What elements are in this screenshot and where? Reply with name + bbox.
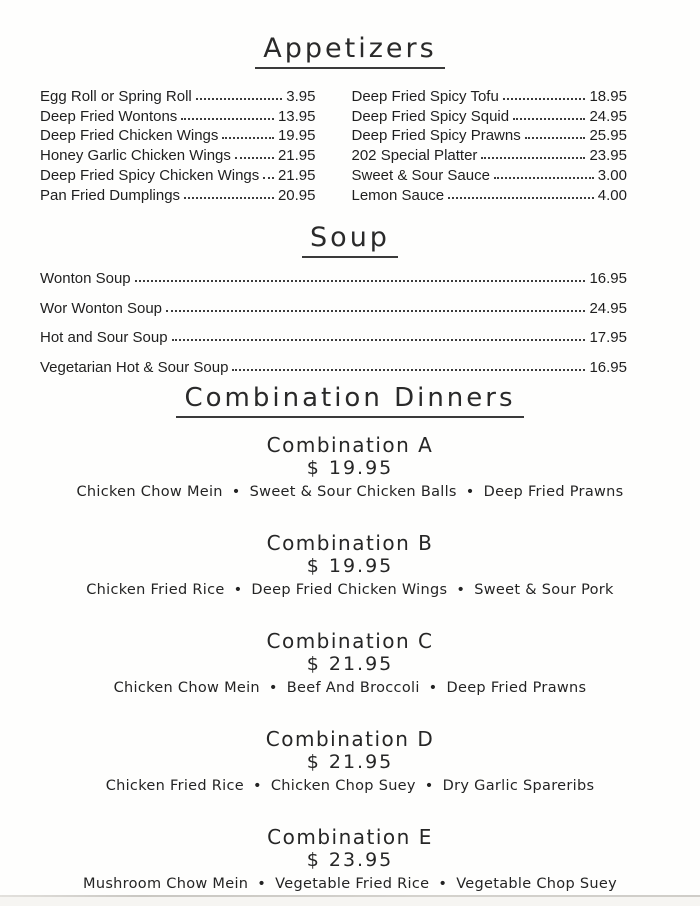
dot-leader — [184, 195, 274, 199]
bullet-separator: • — [231, 483, 241, 500]
item-price: 19.95 — [277, 127, 316, 145]
combo-section — [0, 532, 700, 600]
menu-item-row — [40, 264, 627, 294]
menu-item-row — [40, 323, 627, 353]
scan-background-strip — [0, 897, 700, 906]
dot-leader — [196, 96, 283, 100]
combo-dish: Chicken Fried Rice — [86, 581, 225, 598]
appetizers-right-column — [352, 87, 628, 205]
item-name: Wor Wonton Soup — [40, 299, 163, 317]
combo-dish: Deep Fried Chicken Wings — [251, 581, 448, 598]
combo-name: Combination D — [265, 726, 435, 751]
menu-item-row — [40, 166, 316, 186]
combo-price: $ 19.95 — [306, 554, 394, 577]
dot-leader — [222, 135, 274, 139]
combo-name: Combination A — [266, 432, 434, 457]
combo-dishes — [0, 875, 700, 894]
dot-leader — [172, 337, 586, 341]
combo-price: $ 23.95 — [306, 848, 394, 871]
bullet-separator: • — [465, 483, 475, 500]
item-price: 13.95 — [277, 107, 316, 125]
appetizers-section-title — [0, 0, 700, 69]
item-name: Pan Fried Dumplings — [40, 186, 181, 204]
bullet-separator: • — [424, 777, 434, 794]
item-price: 21.95 — [277, 147, 316, 165]
item-price: 16.95 — [589, 270, 627, 288]
combo-dish: Chicken Chop Suey — [270, 777, 416, 794]
combo-dish: Chicken Chow Mein — [113, 679, 260, 696]
combo-dish: Chicken Fried Rice — [105, 777, 245, 794]
combo-dishes — [0, 777, 700, 796]
item-price: 20.95 — [277, 186, 316, 204]
dot-leader — [525, 135, 586, 139]
menu-item-row — [40, 107, 316, 127]
combo-name: Combination B — [266, 530, 434, 555]
combo-dish: Chicken Chow Mein — [76, 483, 223, 500]
bullet-separator: • — [233, 581, 243, 598]
item-name: Egg Roll or Spring Roll — [40, 88, 192, 105]
combo-dish: Dry Garlic Spareribs — [442, 777, 595, 794]
dot-leader — [448, 195, 594, 199]
menu-item-row — [40, 353, 627, 383]
item-name: Deep Fried Spicy Prawns — [351, 127, 521, 145]
appetizers-title-text: Appetizers — [255, 34, 444, 69]
bullet-separator: • — [438, 875, 448, 892]
combo-dish: Deep Fried Prawns — [446, 679, 587, 696]
item-name: Deep Fried Spicy Squid — [351, 107, 510, 125]
combination-dinners-section-title — [0, 383, 700, 418]
combo-price: $ 19.95 — [306, 456, 394, 479]
combo-dishes — [0, 581, 700, 600]
dot-leader — [503, 96, 586, 100]
item-price: 16.95 — [589, 359, 627, 376]
combo-section — [0, 434, 700, 502]
item-name: 202 Special Platter — [351, 147, 478, 165]
item-price: 3.00 — [597, 166, 627, 184]
item-name: Deep Fried Spicy Tofu — [351, 88, 499, 105]
bullet-separator: • — [456, 581, 466, 598]
menu-item-row — [352, 87, 628, 107]
menu-item-row — [40, 294, 627, 324]
dot-leader — [135, 278, 586, 282]
item-price: 24.95 — [589, 299, 627, 317]
item-price: 23.95 — [589, 147, 627, 165]
dot-leader — [513, 116, 585, 120]
combo-dish: Vegetable Chop Suey — [456, 875, 617, 892]
item-price: 21.95 — [277, 166, 316, 184]
dot-leader — [263, 175, 274, 179]
item-name: Sweet & Sour Sauce — [351, 166, 490, 184]
item-price: 17.95 — [589, 329, 627, 347]
combo-dish: Sweet & Sour Pork — [474, 581, 614, 598]
combo-dish: Deep Fried Prawns — [483, 483, 624, 500]
item-name: Deep Fried Spicy Chicken Wings — [40, 166, 260, 184]
dot-leader — [232, 367, 585, 371]
bullet-separator: • — [257, 875, 267, 892]
item-name: Hot and Sour Soup — [40, 329, 168, 347]
dot-leader — [166, 308, 585, 312]
combo-section — [0, 728, 700, 796]
menu-item-row — [40, 87, 316, 107]
item-name: Lemon Sauce — [351, 186, 445, 204]
item-name: Honey Garlic Chicken Wings — [40, 147, 231, 165]
combo-dishes — [0, 483, 700, 502]
combo-price: $ 21.95 — [306, 750, 394, 773]
combination-dinners-list — [0, 434, 700, 894]
bullet-separator: • — [428, 679, 438, 696]
combo-dish: Beef And Broccoli — [286, 679, 420, 696]
soup-section-title — [0, 223, 700, 258]
item-price: 3.95 — [286, 88, 316, 105]
dot-leader — [235, 155, 274, 159]
item-price: 25.95 — [589, 127, 627, 145]
dot-leader — [494, 175, 594, 179]
menu-item-row — [352, 107, 628, 127]
bullet-separator: • — [253, 777, 262, 794]
dot-leader — [181, 116, 274, 120]
item-name: Wonton Soup — [40, 270, 131, 288]
bullet-separator: • — [268, 679, 278, 696]
item-name: Deep Fried Chicken Wings — [40, 127, 219, 145]
appetizers-left-column — [40, 87, 316, 205]
item-name: Vegetarian Hot & Sour Soup — [40, 359, 229, 376]
combo-dishes — [0, 679, 700, 698]
combo-section — [0, 826, 700, 894]
combo-name: Combination C — [266, 628, 434, 653]
menu-item-row — [40, 126, 316, 146]
item-name: Deep Fried Wontons — [40, 107, 178, 125]
menu-item-row — [40, 146, 316, 166]
combo-name: Combination E — [267, 824, 433, 849]
combination-dinners-title-text: Combination Dinners — [176, 383, 523, 418]
item-price: 24.95 — [589, 107, 627, 125]
dot-leader — [481, 155, 585, 159]
combo-dish: Vegetable Fried Rice — [275, 875, 430, 892]
menu-item-row — [352, 126, 628, 146]
combo-section — [0, 630, 700, 698]
combo-dish: Sweet & Sour Chicken Balls — [249, 483, 457, 500]
combo-dish: Mushroom Chow Mein — [83, 875, 249, 892]
menu-item-row — [352, 186, 628, 206]
combo-price: $ 21.95 — [306, 652, 394, 675]
appetizers-list — [0, 69, 700, 205]
item-price: 18.95 — [589, 88, 627, 105]
menu-item-row — [352, 146, 628, 166]
menu-item-row — [40, 186, 316, 206]
soup-list — [0, 258, 700, 382]
soup-title-text: Soup — [302, 223, 398, 258]
item-price: 4.00 — [597, 186, 627, 204]
menu-item-row — [352, 166, 628, 186]
